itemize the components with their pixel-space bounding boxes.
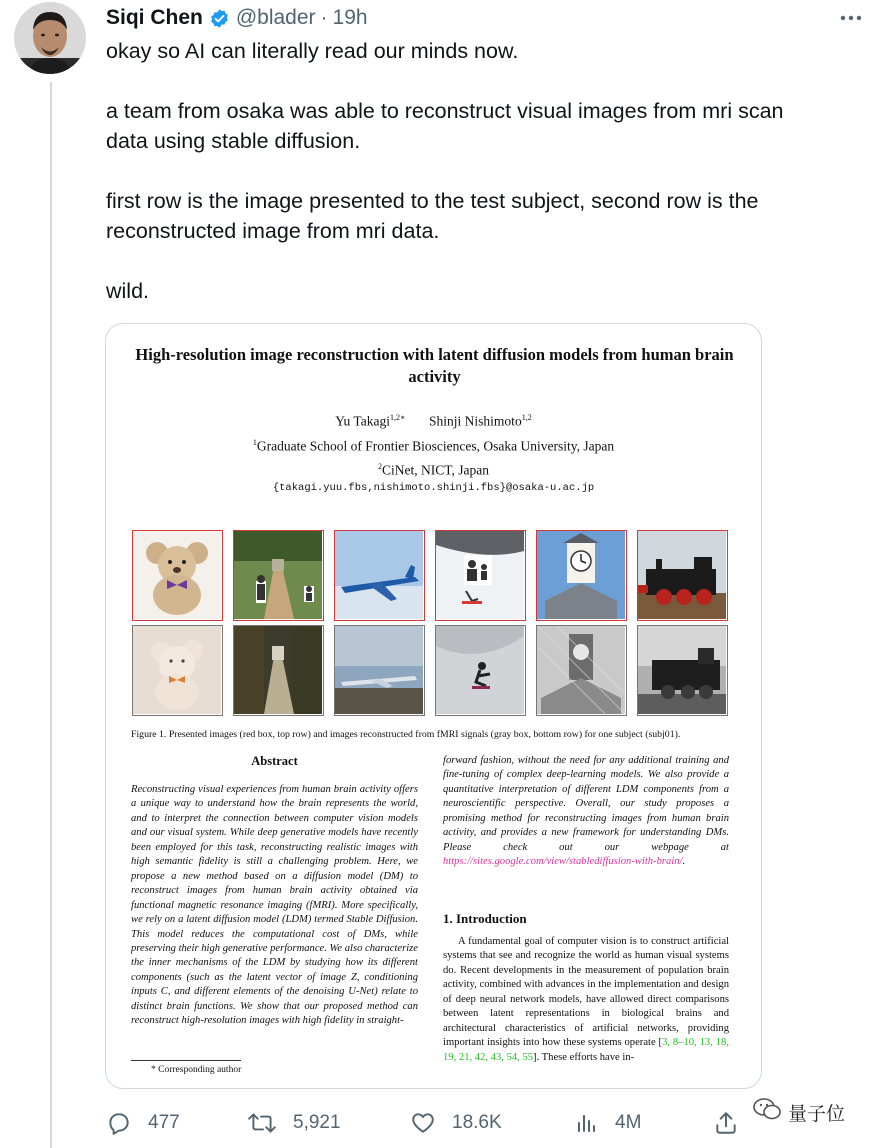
- author-2-affil: 1,2: [521, 413, 532, 422]
- author-1: Yu Takagi: [335, 413, 390, 429]
- affiliation-1: [106, 438, 761, 455]
- reconstructed-image-steam-train: [637, 625, 728, 716]
- affiliation-1-mark: 1: [252, 438, 257, 447]
- like-count: 18.6K: [452, 1112, 502, 1133]
- author-emails: {takagi.yuu.fbs,nishimoto.shinji.fbs}@osaka-u.ac.jp: [272, 482, 595, 494]
- affiliation-2-mark: 2: [378, 462, 382, 471]
- reconstructed-image-airplane: [334, 625, 425, 716]
- abstract-continuation-text: forward fashion, without the need for any additional training and fine-tuning of complex deep-learning models. We also provide a quantitative interpretation of different LDM components from a neuroscientific perspective. Overall, our study proposes a promising method for reconstructing images from human brain activity, and provides a new framework for understanding DMs. Please check out our webpage at: [443, 755, 729, 853]
- author-handle[interactable]: @blader: [235, 6, 316, 29]
- tweet-paragraph: wild.: [106, 279, 150, 303]
- presented-image-airplane: [334, 530, 425, 621]
- footnote-corresponding-author: * Corresponding author: [151, 1065, 242, 1075]
- tweet-text: [106, 36, 856, 336]
- reconstructed-image-snowboarder: [435, 625, 526, 716]
- author-2: Shinji Nishimoto: [429, 413, 522, 429]
- abstract-end: .: [682, 856, 686, 868]
- share-icon: [713, 1110, 739, 1136]
- affiliation-2: [106, 462, 761, 479]
- watermark: [752, 1096, 845, 1128]
- paper-authors: [106, 413, 761, 430]
- tweet-timestamp[interactable]: 19h: [332, 6, 368, 29]
- tweet-paragraph: first row is the image presented to the test subject, second row is the reconstructed image from mri data.: [106, 189, 759, 243]
- introduction-tail: ]. These efforts have in-: [533, 1051, 635, 1063]
- abstract-continuation: [443, 754, 729, 870]
- introduction-text: [443, 935, 729, 1065]
- reply-button[interactable]: [106, 1110, 180, 1136]
- reply-count: 477: [148, 1112, 180, 1133]
- share-button[interactable]: [713, 1110, 755, 1136]
- retweet-button[interactable]: [247, 1110, 341, 1136]
- project-url-link: https://sites.google.com/view/stablediffusion-with-brain/: [443, 856, 683, 868]
- presented-image-clock-tower: [536, 530, 627, 621]
- reply-icon: [106, 1110, 132, 1136]
- introduction-body: A fundamental goal of computer vision is to construct artificial systems that see and recognize the world as human visual systems do. Recent developments in the measurement of population brain activity, combined with advances in the implementation and design of deep neural network models, have allowed direct comparisons between latent representations in biological brains and architectural characteristics of artificial networks, providing important insights into how these systems operate [: [443, 936, 729, 1049]
- like-button[interactable]: [410, 1110, 502, 1136]
- avatar[interactable]: [14, 2, 86, 74]
- retweet-icon: [247, 1110, 277, 1136]
- abstract-heading: Abstract: [251, 754, 298, 768]
- reconstructed-image-clock-tower: [536, 625, 627, 716]
- header-separator: ·: [320, 6, 328, 29]
- watermark-text: 量子位: [788, 1103, 846, 1125]
- affiliation-2-text: CiNet, NICT, Japan: [382, 462, 489, 478]
- thread-line: [50, 82, 52, 1148]
- views-button[interactable]: [575, 1110, 641, 1136]
- views-chart-icon: [575, 1110, 599, 1136]
- author-name[interactable]: Siqi Chen: [106, 6, 203, 29]
- reconstructed-image-teddy-bear: [132, 625, 223, 716]
- verified-badge-icon: [209, 8, 230, 29]
- introduction-heading: 1. Introduction: [443, 911, 527, 926]
- tweet-paragraph: okay so AI can literally read our minds now.: [106, 39, 519, 63]
- tweet-header: [106, 4, 368, 32]
- attached-image-paper[interactable]: [105, 323, 762, 1089]
- affiliation-1-text: Graduate School of Frontier Biosciences, Osaka University, Japan: [256, 438, 615, 454]
- presented-image-park-path: [233, 530, 324, 621]
- more-options-icon[interactable]: [836, 8, 866, 28]
- heart-icon: [410, 1110, 436, 1136]
- author-1-affil: 1,2∗: [389, 413, 406, 422]
- paper-title: High-resolution image reconstruction with latent diffusion models from human brain activity: [135, 345, 734, 386]
- avatar-photo: [14, 2, 86, 74]
- presented-image-steam-train: [637, 530, 728, 621]
- tweet-paragraph: a team from osaka was able to reconstruct visual images from mri scan data using stable diffusion.: [106, 99, 784, 153]
- presented-image-snowboarder: [435, 530, 526, 621]
- retweet-count: 5,921: [293, 1112, 341, 1133]
- abstract-text: Reconstructing visual experiences from human brain activity offers a unique way to understand how the brain represents the world, and to interpret the connection between computer vision models and our visual system. While deep generative models have recently been employed for this task, reconstructing realistic images with high semantic fidelity is still a challenging problem. Here, we propose a new method based on a diffusion model (DM) to reconstruct images from human brain activity obtained via functional magnetic resonance imaging (fMRI). More specifically, we rely on a latent diffusion model (LDM) termed Stable Diffusion. This model reduces the computational cost of DMs, while preserving their high generative performance. We also characterize the inner mechanisms of the LDM by studying how its different components (such as the latent vector of image Z, conditioning inputs C, and different elements of the denoising U-Net) relate to distinct brain functions. We show that our proposed method can reconstruct high-resolution images with high fidelity in straight-: [131, 784, 418, 1027]
- introduction-citations: 3, 8–10, 13, 18, 19, 21, 42, 43, 54, 55: [443, 1037, 729, 1063]
- figure-caption: Figure 1. Presented images (red box, top row) and images reconstructed from fMRI signals (gray box, bottom row) for one subject (subj01).: [131, 729, 681, 740]
- views-count: 4M: [615, 1112, 642, 1133]
- reconstructed-image-park-path: [233, 625, 324, 716]
- wechat-icon: [752, 1096, 782, 1128]
- presented-image-teddy-bear: [132, 530, 223, 621]
- footnote-rule: [131, 1060, 241, 1061]
